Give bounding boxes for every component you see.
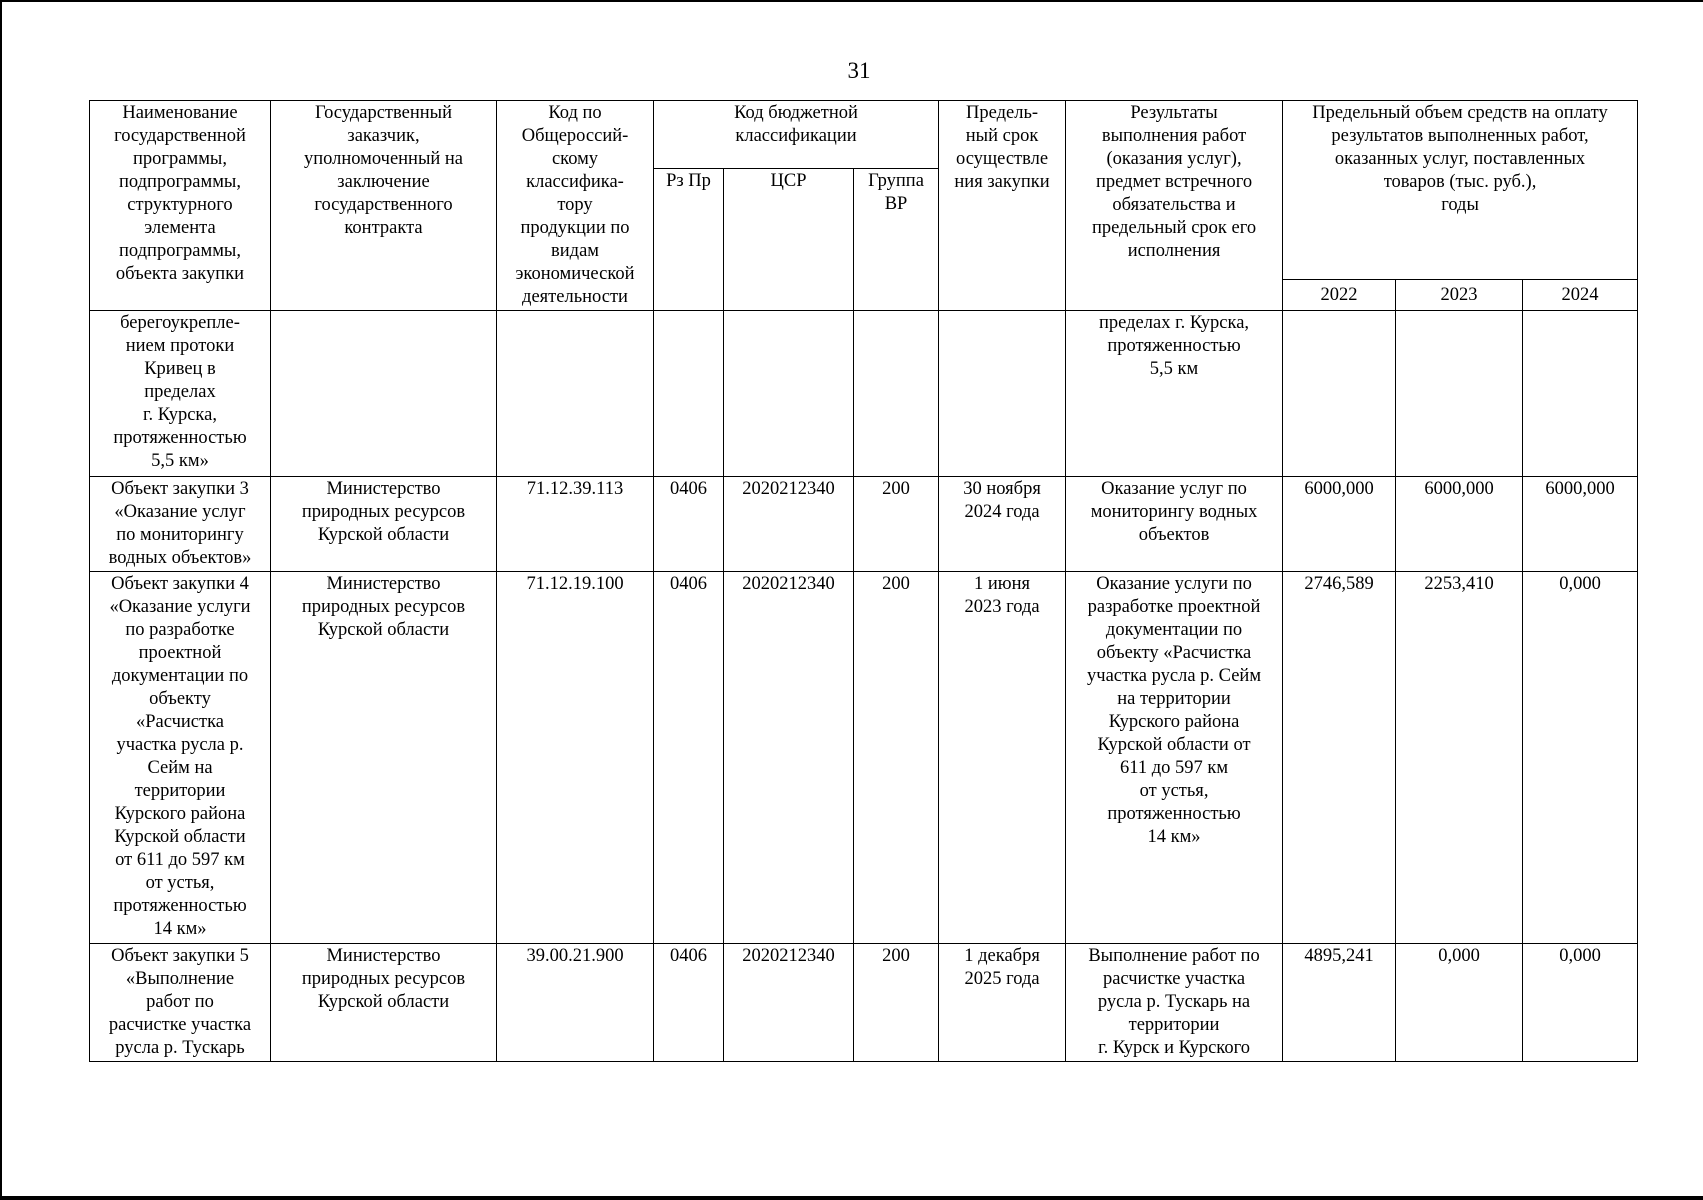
cell-customer: Министерство природных ресурсов Курской области <box>271 477 497 572</box>
cell-group-vr: 200 <box>854 944 939 1062</box>
cell-csr: 2020212340 <box>724 572 854 944</box>
cell-rz-pr <box>654 311 724 477</box>
cell-results: пределах г. Курска, протяженностью 5,5 км <box>1066 311 1283 477</box>
header-okpd: Код по Общероссий- скому классифика- тору продукции по видам экономической деятельности <box>497 101 654 311</box>
cell-deadline: 1 декабря 2025 года <box>939 944 1066 1062</box>
cell-okpd: 71.12.19.100 <box>497 572 654 944</box>
page-border-left <box>0 0 2 1200</box>
cell-okpd <box>497 311 654 477</box>
header-year-2023: 2023 <box>1396 280 1523 311</box>
header-year-2024: 2024 <box>1523 280 1638 311</box>
cell-2022 <box>1283 311 1396 477</box>
cell-name: берегоукрепле- нием протоки Кривец в пределах г. Курска, протяженностью 5,5 км» <box>90 311 271 477</box>
cell-2022: 2746,589 <box>1283 572 1396 944</box>
cell-customer: Министерство природных ресурсов Курской области <box>271 944 497 1062</box>
cell-group-vr: 200 <box>854 477 939 572</box>
cell-okpd: 71.12.39.113 <box>497 477 654 572</box>
cell-2023 <box>1396 311 1523 477</box>
header-rz-pr: Рз Пр <box>654 169 724 311</box>
procurement-table <box>89 100 1638 1062</box>
cell-deadline <box>939 311 1066 477</box>
cell-2024: 0,000 <box>1523 944 1638 1062</box>
header-funds: Предельный объем средств на оплату результатов выполненных работ, оказанных услуг, поставленных товаров (тыс. руб.), годы <box>1283 101 1638 280</box>
cell-2023: 6000,000 <box>1396 477 1523 572</box>
cell-group-vr: 200 <box>854 572 939 944</box>
header-customer: Государственный заказчик, уполномоченный на заключение государственного контракта <box>271 101 497 311</box>
cell-results: Выполнение работ по расчистке участка русла р. Тускарь на территории г. Курск и Курского <box>1066 944 1283 1062</box>
cell-2023: 0,000 <box>1396 944 1523 1062</box>
header-budget-code: Код бюджетной классификации <box>654 101 939 169</box>
cell-2024: 6000,000 <box>1523 477 1638 572</box>
cell-2023: 2253,410 <box>1396 572 1523 944</box>
header-results: Результаты выполнения работ (оказания услуг), предмет встречного обязательства и предельный срок его исполнения <box>1066 101 1283 311</box>
cell-customer <box>271 311 497 477</box>
cell-2024: 0,000 <box>1523 572 1638 944</box>
header-csr: ЦСР <box>724 169 854 311</box>
page-border-top <box>0 0 1703 2</box>
cell-rz-pr: 0406 <box>654 572 724 944</box>
cell-2024 <box>1523 311 1638 477</box>
page-border-bottom <box>0 1196 1703 1200</box>
header-name: Наименование государственной программы, подпрограммы, структурного элемента подпрограммы, объекта закупки <box>90 101 271 311</box>
header-group-vr: Группа ВР <box>854 169 939 311</box>
cell-deadline: 30 ноября 2024 года <box>939 477 1066 572</box>
cell-name: Объект закупки 3 «Оказание услуг по мониторингу водных объектов» <box>90 477 271 572</box>
cell-2022: 4895,241 <box>1283 944 1396 1062</box>
cell-csr: 2020212340 <box>724 944 854 1062</box>
cell-rz-pr: 0406 <box>654 477 724 572</box>
cell-csr <box>724 311 854 477</box>
cell-name: Объект закупки 5 «Выполнение работ по расчистке участка русла р. Тускарь <box>90 944 271 1062</box>
header-deadline: Предель- ный срок осуществле ния закупки <box>939 101 1066 311</box>
cell-csr: 2020212340 <box>724 477 854 572</box>
table-row <box>90 311 1638 477</box>
table-row <box>90 944 1638 1062</box>
table-row <box>90 477 1638 572</box>
cell-okpd: 39.00.21.900 <box>497 944 654 1062</box>
cell-name: Объект закупки 4 «Оказание услуги по разработке проектной документации по объекту «Расчистка участка русла р. Сейм на территории Курского района Курской области от 611 до 597 км от устья, протяженностью 14 км» <box>90 572 271 944</box>
cell-rz-pr: 0406 <box>654 944 724 1062</box>
cell-results: Оказание услуг по мониторингу водных объектов <box>1066 477 1283 572</box>
table-row <box>90 572 1638 944</box>
cell-2022: 6000,000 <box>1283 477 1396 572</box>
header-year-2022: 2022 <box>1283 280 1396 311</box>
cell-customer: Министерство природных ресурсов Курской области <box>271 572 497 944</box>
page-number: 31 <box>847 58 871 83</box>
cell-deadline: 1 июня 2023 года <box>939 572 1066 944</box>
cell-results: Оказание услуги по разработке проектной документации по объекту «Расчистка участка русла р. Сейм на территории Курского района Курской области от 611 до 597 км от устья, протяженностью 14 км» <box>1066 572 1283 944</box>
cell-group-vr <box>854 311 939 477</box>
